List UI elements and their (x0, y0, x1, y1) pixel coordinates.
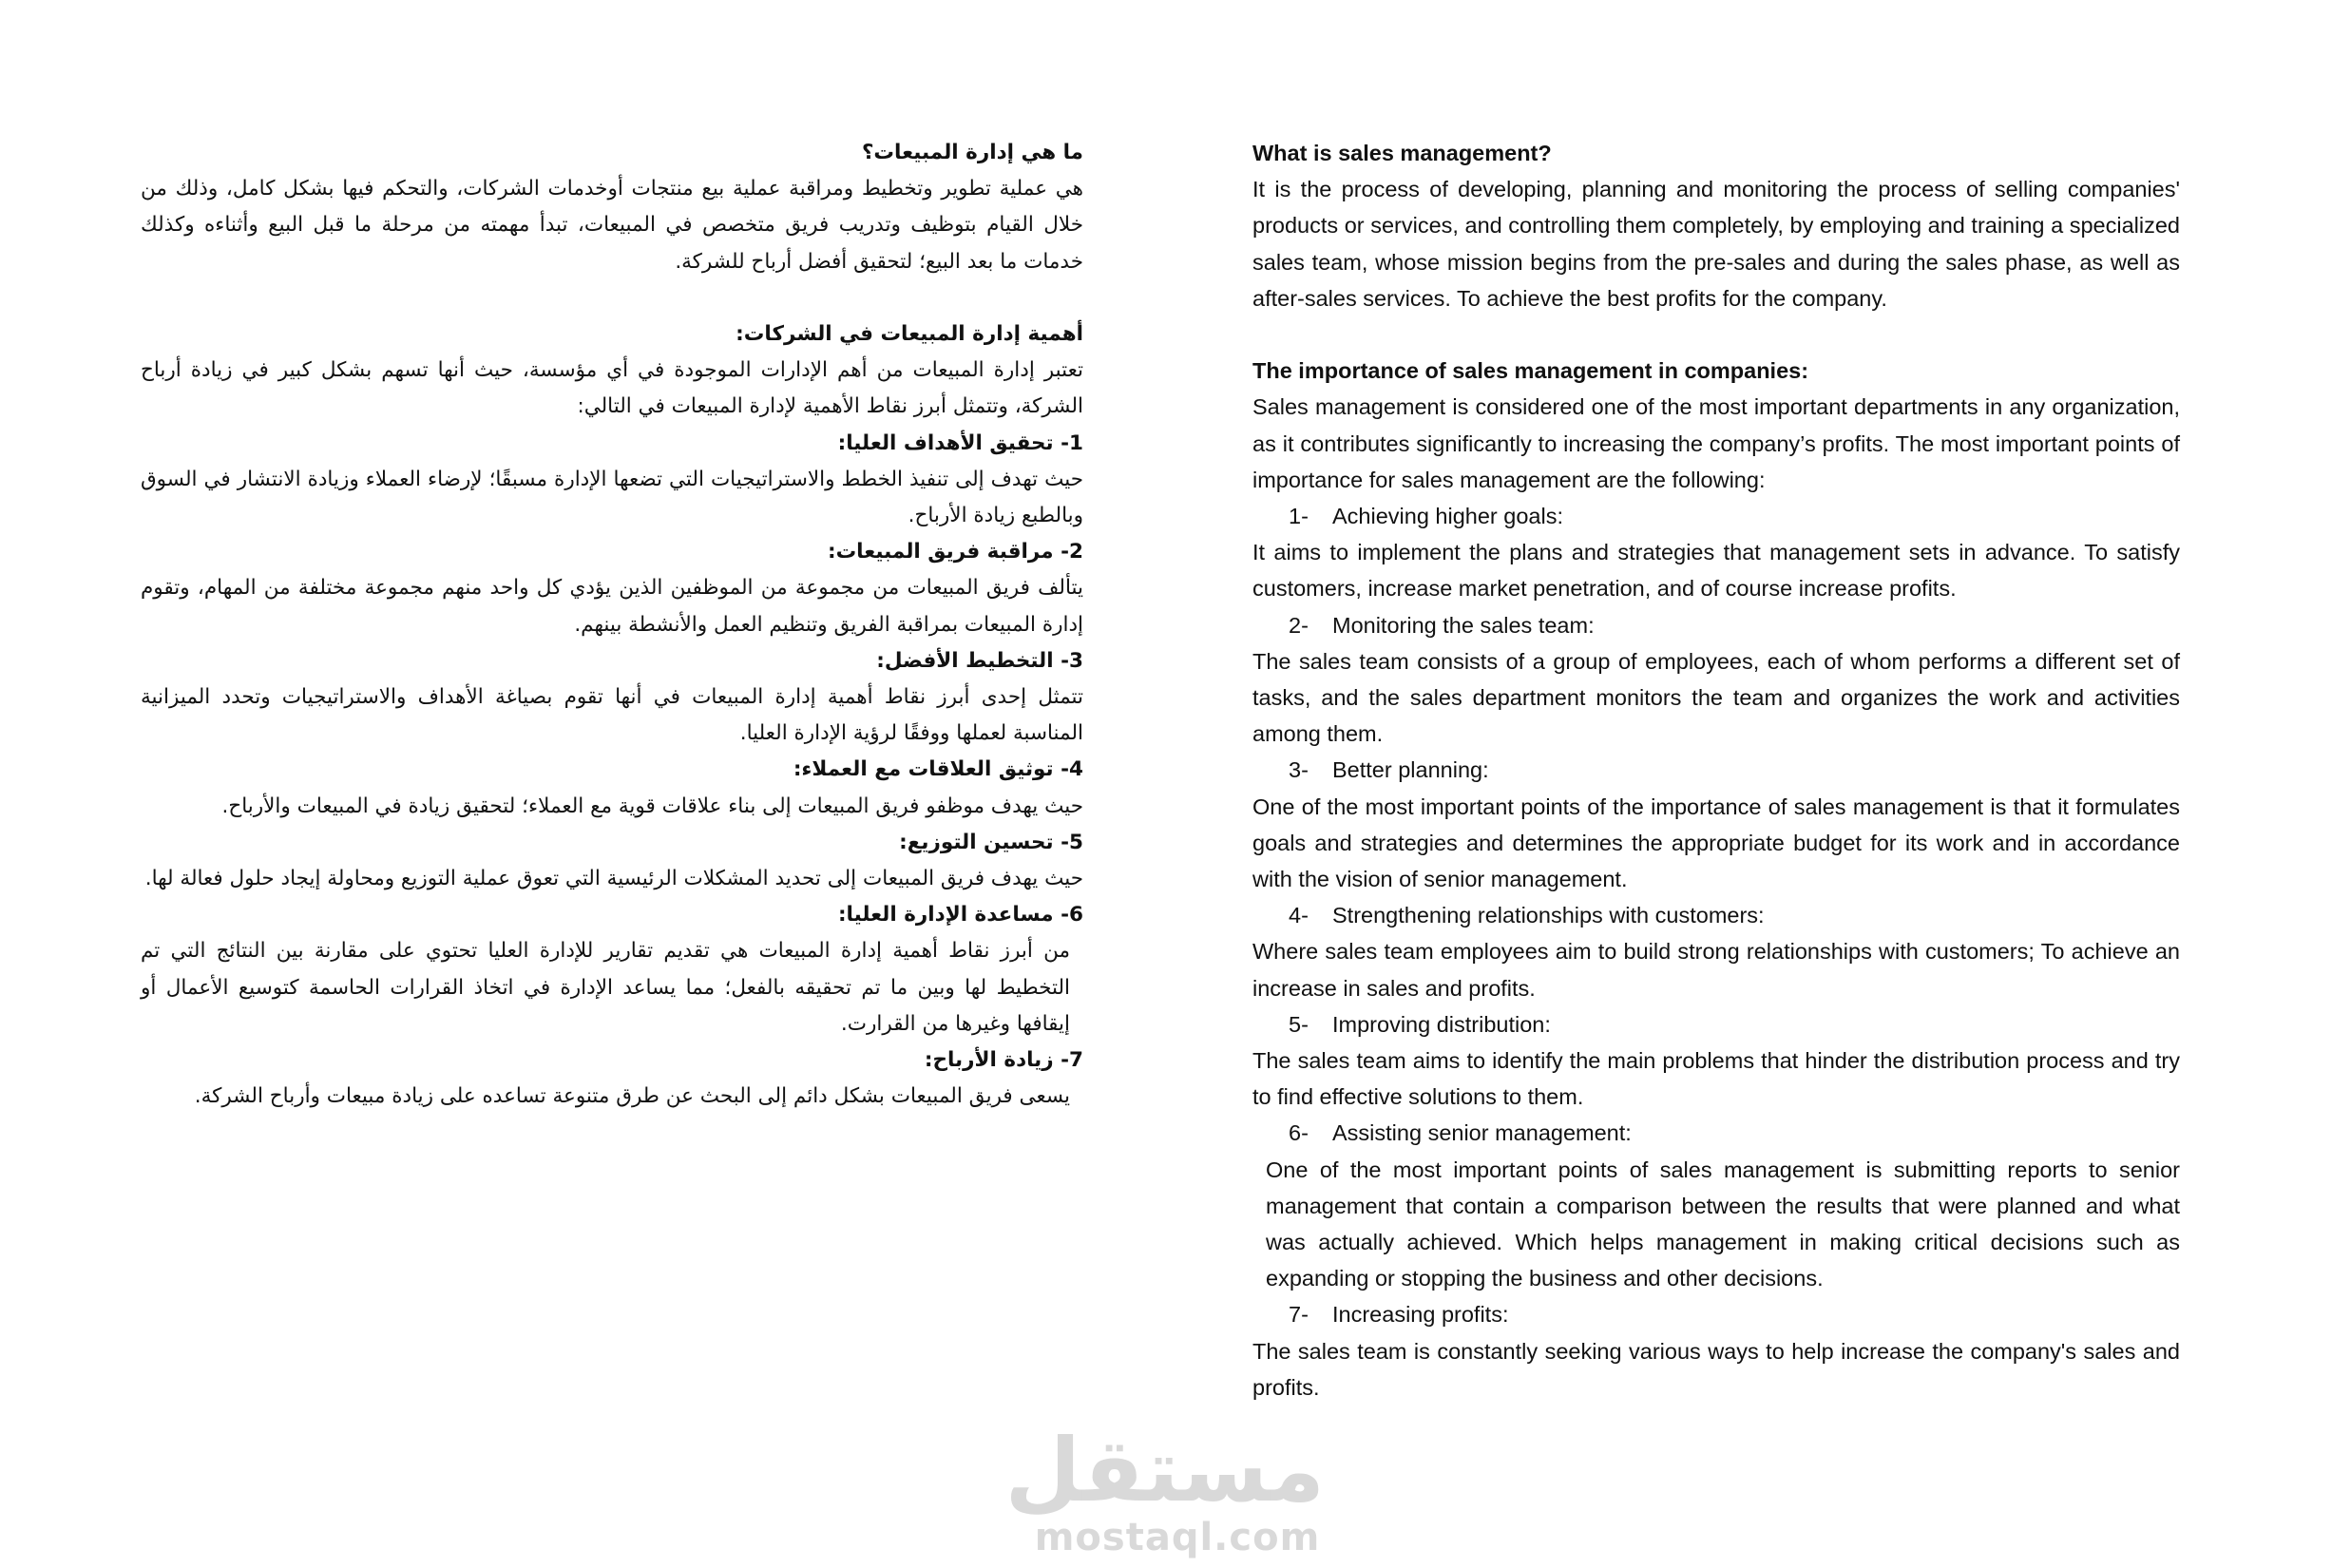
english-column (1252, 135, 2180, 1405)
english-point-number: 7- (1289, 1302, 1309, 1328)
english-point-number: 6- (1289, 1120, 1309, 1146)
english-point-number: 2- (1289, 612, 1309, 638)
arabic-point-text: حيث يهدف فريق المبيعات إلى تحديد المشكلات الرئيسية التي تعوق عملية التوزيع ومحاولة إيجاد حلول فعالة لها. (144, 867, 1083, 891)
english-point-label: Improving distribution: (1332, 1011, 1551, 1037)
english-title: What is sales management? (1252, 141, 1552, 165)
arabic-point-text: حيث يهدف موظفو فريق المبيعات إلى بناء علاقات قوية مع العملاء؛ لتحقيق زيادة في المبيعات والأرباح. (221, 794, 1083, 818)
arabic-importance-text: تعتبر إدارة المبيعات من أهم الإدارات الموجودة في أي مؤسسة، حيث أنها تسهم بشكل كبير في زيادة أرباح الشركة، وتتمثل أبرز نقاط الأهمية لإدارة المبيعات في التالي: (141, 358, 1083, 419)
english-point-number: 1- (1289, 504, 1309, 529)
arabic-title: ما هي إدارة المبيعات؟ (861, 141, 1083, 164)
english-point-text: The sales team is constantly seeking various ways to help increase the company's sales and profits. (1252, 1338, 2180, 1400)
arabic-intro: هي عملية تطوير وتخطيط ومراقبة عملية بيع منتجات أوخدمات الشركات، والتحكم فيها بشكل كامل، وذلك من خلال القيام بتوظيف وتدريب فريق متخصص في المبيعات، تبدأ مهمته من مرحلة ما قبل البيع وأثناءه وكذلك خدمات ما بعد البيع؛ لتحقيق أفضل أرباح للشركة. (141, 177, 1083, 274)
english-importance-text: Sales management is considered one of the most important departments in any organization, as it contributes significantly to increasing the company’s profits. The most important points of importance for sales management are the following: (1252, 394, 2180, 492)
english-point-text: The sales team aims to identify the main problems that hinder the distribution process and try to find effective solutions to them. (1252, 1048, 2180, 1110)
english-point-text: The sales team consists of a group of employees, each of whom performs a different set of tasks, and the sales department monitors the team and organizes the work and activities among them. (1252, 648, 2180, 747)
arabic-point-text: يسعى فريق المبيعات بشكل دائم إلى البحث عن طرق متنوعة تساعده على زيادة مبيعات وأرباح الشركة. (194, 1084, 1070, 1109)
english-point-text: One of the most important points of the importance of sales management is that it formulates goals and strategies and determines the appropriate budget for its work and in accordance with the vision of senior management. (1252, 794, 2180, 892)
english-point-label: Strengthening relationships with customers: (1332, 903, 1765, 928)
english-point-heading (1252, 1296, 2180, 1332)
arabic-point-text: حيث تهدف إلى تنفيذ الخطط والاستراتيجيات التي تضعها الإدارة مسبقًا؛ لإرضاء العملاء وزيادة الانتشار في السوق وبالطبع زيادة الأرباح. (141, 467, 1083, 528)
english-point-text: Where sales team employees aim to build strong relationships with customers; To achieve an increase in sales and profits. (1252, 939, 2180, 1001)
english-point-label: Monitoring the sales team: (1332, 612, 1595, 638)
arabic-point-text: يتألف فريق المبيعات من مجموعة من الموظفين الذين يؤدي كل واحد منهم مجموعة مختلفة من المهام، وتقوم إدارة المبيعات بمراقبة الفريق وتنظيم العمل والأنشطة بينهم. (141, 576, 1083, 637)
arabic-column (141, 135, 1083, 1115)
english-point-heading (1252, 1006, 2180, 1042)
english-importance-heading: The importance of sales management in companies: (1252, 358, 1809, 384)
english-point-text: One of the most important points of sales management is submitting reports to senior management that contain a comparison between the results that were planned and what was actually achieved. Which helps management in making critical decisions such as expanding or stopping the business and other decisions. (1266, 1157, 2180, 1291)
english-point-label: Better planning: (1332, 757, 1489, 783)
english-point-text: It aims to implement the plans and strategies that management sets in advance. To satisfy customers, increase market penetration, and of course increase profits. (1252, 540, 2180, 602)
english-point-heading (1252, 607, 2180, 643)
arabic-point-text: من أبرز نقاط أهمية إدارة المبيعات هي تقديم تقارير للإدارة العليا تحتوي على مقارنة بين النتائج التي تم التخطيط لها وبين ما تم تحقيقه بالفعل؛ مما يساعد الإدارة في اتخاذ القرارات الحاسمة كتوسيع الأعمال أو إيقافها وغيرها من القرارت. (141, 939, 1070, 1036)
watermark-logo-latin: mostaql.com (1034, 1516, 1321, 1559)
arabic-point-heading: 7- زيادة الأرباح: (924, 1048, 1083, 1073)
english-point-label: Achieving higher goals: (1332, 504, 1563, 529)
arabic-point-heading: 4- توثيق العلاقات مع العملاء: (793, 757, 1083, 782)
english-point-number: 4- (1289, 903, 1309, 928)
arabic-point-heading: 5- تحسين التوزيع: (899, 830, 1083, 854)
watermark (1004, 1420, 1325, 1559)
arabic-point-heading: 2- مراقبة فريق المبيعات: (827, 540, 1083, 564)
english-point-heading (1252, 498, 2180, 534)
english-point-label: Assisting senior management: (1332, 1120, 1632, 1146)
english-point-heading (1252, 897, 2180, 933)
arabic-point-heading: 6- مساعدة الإدارة العليا: (837, 903, 1083, 927)
english-point-heading (1252, 752, 2180, 788)
watermark-logo-arabic: مستقل (1004, 1420, 1325, 1521)
arabic-importance-heading: أهمية إدارة المبيعات في الشركات: (736, 322, 1083, 346)
english-intro: It is the process of developing, planning and monitoring the process of selling companies' products or services, and controlling them completely, by employing and training a specialized sales team, whose mission begins from the pre-sales and during the sales phase, as well as after-sales services. To achieve the best profits for the company. (1252, 177, 2180, 311)
arabic-point-text: تتمثل إحدى أبرز نقاط أهمية إدارة المبيعات في أنها تقوم بصياغة الأهداف والاستراتيجيات وتحدد الميزانية المناسبة لعملها ووفقًا لرؤية الإدارة العليا. (141, 685, 1083, 746)
english-point-number: 3- (1289, 757, 1309, 783)
english-point-number: 5- (1289, 1011, 1309, 1037)
arabic-point-heading: 1- تحقيق الأهداف العليا: (837, 430, 1083, 455)
english-point-heading (1252, 1115, 2180, 1151)
english-point-label: Increasing profits: (1332, 1302, 1509, 1328)
arabic-point-heading: 3- التخطيط الأفضل: (876, 648, 1083, 673)
